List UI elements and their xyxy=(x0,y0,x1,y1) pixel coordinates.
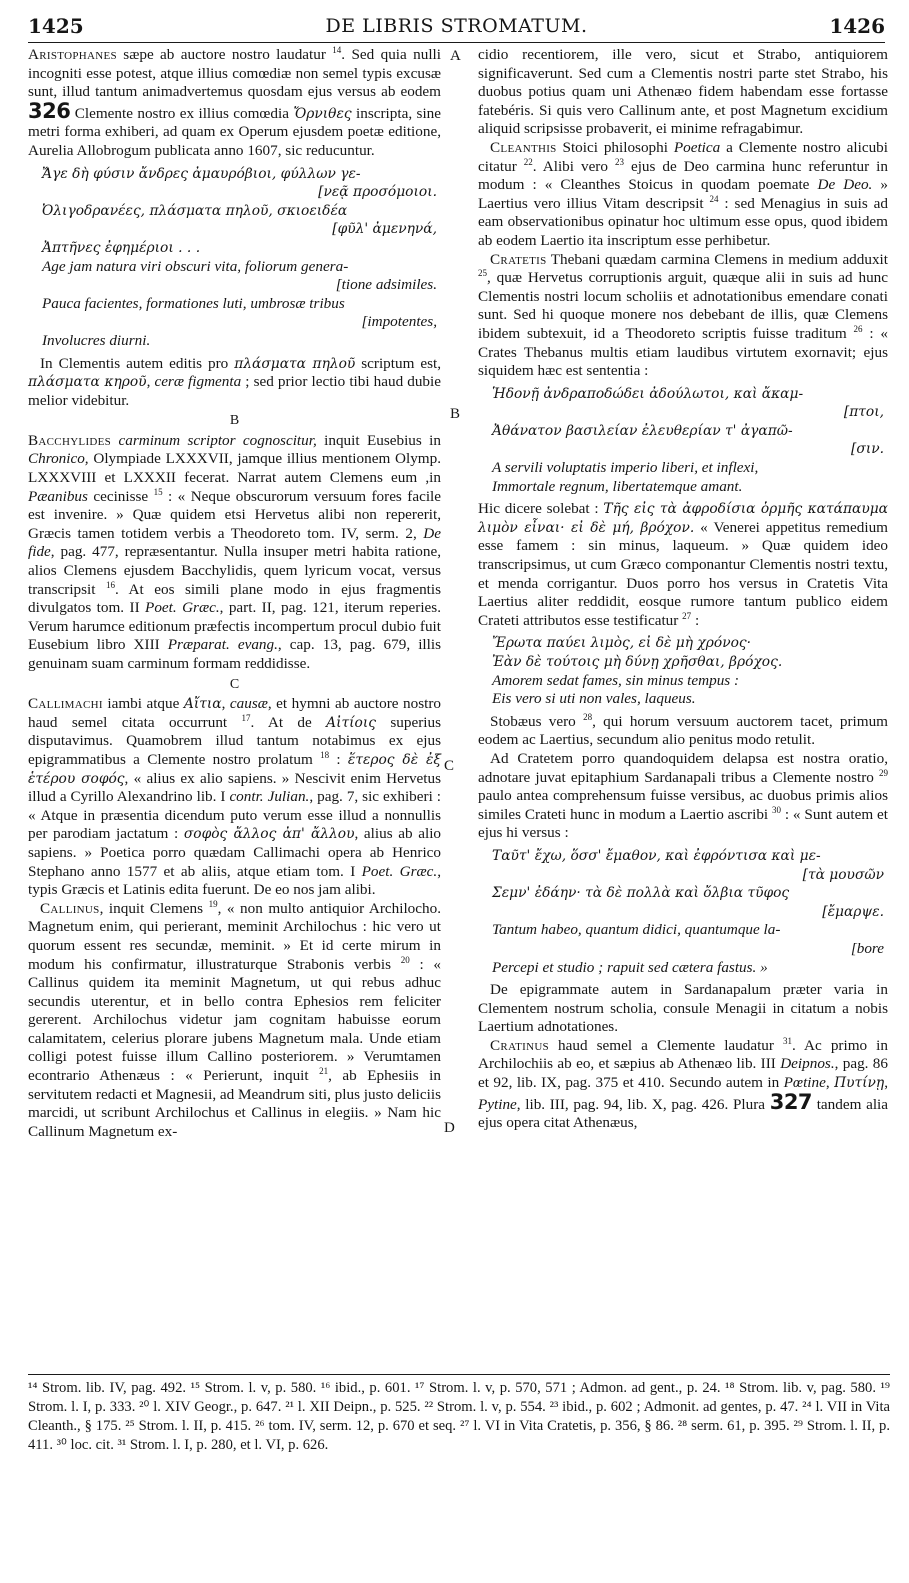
verse-eros: Ἔρωτα παύει λιμὸς, εἰ δὲ μὴ χρόνος· Ἐὰν δὲ τούτοις μὴ δύνῃ χρῆσθαι, βρόχος. Amorem sedat fames, sin minus tempus : Eis vero si uti non vales, laqueus. xyxy=(492,635,783,708)
entry-name: Callimachi xyxy=(28,695,103,713)
footnote-ref: 14 xyxy=(332,44,342,55)
footnote-ref: 27 xyxy=(682,610,692,621)
page-number-right: 1426 xyxy=(829,14,885,38)
footnote-ref: 19 xyxy=(208,898,218,909)
entry-name: Callinus xyxy=(40,899,100,917)
entry-name: Aristophanes xyxy=(28,46,117,63)
footnote-ref: 17 xyxy=(241,712,251,723)
left-column xyxy=(28,46,441,1141)
column-number-326: 326 xyxy=(28,98,71,123)
paragraph-aristophanes: Aristophanes sæpe ab auctore nostro laudatur $^{14}$. Sed quia nulli incogniti esse potest, atque illius comœdiæ non semel typis excusæ sunt, illud tantum animadvertemus quosdam ejus versus ab eodem 326 Clemente nostro ex illius comœdia Ὄρνιθες inscripta, sine metri forma exhiberi, ad quam ex Operum ejusdem poetæ editione, Aurelia Allobrogum publicata anno 1607, sic reducuntur. xyxy=(28,44,441,159)
paragraph-cleanthes: Cleanthis Stoici philosophi Poetica a Clemente nostro alicubi citatur $^{22}$. Alibi vero $^{23}$ ejus de Deo carmina hunc referuntur in modum : « Cleanthes Stoicus in quodam poemate De Deo. » Laertius vero illius Vitam descripsit $^{24}$ : sed Menagius in suis ad eam observationibus opinatur hoc ultimum esse opus, quod ibidem ab eodem Laertio ita inscriptum esse perhibetur. xyxy=(478,138,889,249)
paragraph-crates: Cratetis Thebani quædam carmina Clemens in medium adduxit $^{25}$, quæ Hervetus corruptionis arguit, quæque alii in suis ad hunc Clementis nostri locum scholiis et adnotationibus emendare conati sunt. Sed hi quoque monere nos debebant de illis, quæ Clemens ibidem subtexuit, id a Theodoreto scriptis fuisse traditum $^{26}$ : « Crates Thebanus multis etiam laudibus virtutem exornavit; ejus siquidem hæc est sententia : xyxy=(478,250,888,380)
margin-marker-c: C xyxy=(444,758,455,774)
entry-name: Cleanthis xyxy=(490,138,557,156)
verse-sardanapalus: Ταῦτ' ἔχω, ὅσσ' ἔμαθον, καὶ ἐφρόντισα καὶ με- [τὰ μουσῶν Σεμν' ἐδάην· τὰ δὲ πολλὰ καὶ ὄλβια τῦφος [ἔμαρψε. Tantum habeo, quantum didici, quantumque la- [bore Percepi et studio ; rapuit sed cætera fastus. » xyxy=(492,847,884,976)
entry-name: Cratinus xyxy=(490,1036,549,1054)
margin-marker-a: A xyxy=(450,48,461,64)
paragraph-cratinus: Cratinus haud semel a Clemente laudatur $^{31}$. Ac primo in Archilochiis ab eo, et sæpius ab Athenæo lib. III Deipnos., pag. 86 et 92, lib. IX, pag. 375 et 410. Secundo autem in Pœtine, Πυτίνῃ, Pytine, lib. III, pag. 94, lib. X, pag. 426. Plura 327 tandem alia ejus opera citat Athenæus, xyxy=(478,1035,888,1132)
footnote-ref: 25 xyxy=(478,268,487,279)
paragraph-epigram: De epigrammate autem in Sardanapalum præter varia in Clementem nostrum scholia, consule Menagii in citatum a nobis Laertium adnotationes. xyxy=(478,981,888,1036)
footnote-ref: 21 xyxy=(319,1066,329,1076)
paragraph-sardanapalus: Ad Cratetem porro quandoquidem delapsa est nostra oratio, adnotare juvat epitaphium Sardanapali tribus a Clemente nostro $^{29}$ paulo antea comprehensum fuisse versibus, ac duobus primis alios similes Crateti hunc in modum a Laertio ascribi $^{30}$ : « Sunt autem et ejus hi versus : xyxy=(478,749,888,842)
margin-marker-d: D xyxy=(444,1120,455,1136)
margin-marker-b: B xyxy=(450,406,461,422)
section-heading-c: C xyxy=(229,676,240,692)
footnote-ref: 24 xyxy=(709,193,719,204)
column-number-327: 327 xyxy=(769,1089,813,1114)
footnote-ref: 23 xyxy=(614,156,624,167)
footnote-ref: 16 xyxy=(106,579,116,590)
paragraph-bacchylides: Bacchylides carminum scriptor cognoscitur, inquit Eusebius in Chronico, Olympiade LXXXVII, jamque illius mentionem Olymp. LXXXVIII et LXXXII fecerat. Narrat autem Clemens eum ,in Pæanibus cecinisse $^{15}$ : « Neque obscurorum versuum fores facile est invenire. » Quæ quidem etsi Hervetus alibi non repererit, Græcis tamen totidem verbis a Theodoreto tom. IV, serm. 2, De fide, pag. 477, repræsentantur. Nulla insuper metri habita ratione, alios Clemens ejusdem Bacchylidis, quem lyricum vocat, versus transcripsit $^{16}$. At eos simili plane modo in ejus fragmentis divulgatos tom. II Poet. Græc., part. II, pag. 121, iterum reperies. Verum harumce editionum præfectis incompertum procul dubio fuit Eusebium libro XIII Præparat. evang., cap. 13, pag. 679, illis genuinam suam carminum formam reddidisse. xyxy=(28,431,442,672)
paragraph-clementis-editis: In Clementis autem editis pro πλάσματα πηλοῦ scriptum est, πλάσματα κηροῦ, ceræ figmenta ; sed prior lectio tibi haud dubie melior videbitur. xyxy=(28,354,442,409)
footnote-ref: 26 xyxy=(853,323,863,334)
section-heading-b: B xyxy=(229,413,240,429)
right-column xyxy=(478,46,888,1133)
page-title: DE LIBRIS STROMATUM. xyxy=(325,15,588,37)
paragraph-hic-dicere: Hic dicere solebat : Τῆς εἰς τὰ ἀφροδίσια ὁρμῆς κατάπαυμα λιμὸν εἶναι· εἰ δὲ μή, βρόχον. « Venerei appetitus remedium esse famem : sin minus, laqueum. » Quæ quidem ideo transcripsimus, ut cum Græco componantur Clementis nostri textu, et menda corrigantur. Duos porro hos versus in Cratetis Vita Laertius aliter reddidit, eosque rumore tantum publico eidem Crateti attributos esse testificatur $^{27}$ : xyxy=(478,500,888,629)
paragraph-callinus: Callinus, inquit Clemens $^{19}$, « non multo antiquior Archilocho. Magnetum enim, qui perierant, meminit Archilochus : hic vero ut quorum essent res secundæ, meminit. » Et id certe mirum in modum his confirmatur, illustraturque Strabonis verbis $^{20}$ : « Callinus quidem ita meminit Magnetum, ut qui rebus adhuc secundis uterentur, et in bello contra Ephesios rem feliciter gererent. Archilochus videtur jam cognitam habuisse eorum calamitatem, celerius plorare jubens Magnetum mala. Unde etiam colligi potest fuisse illum Callino posteriorem. » Verumtamen econtrario Athenæus : « Perierunt, inquit $^{21}$, ab Ephesiis in servitutem redacti et Magnesii, ad Meandrum siti, plus justo deliciis marcidi, ut scribunt Archilochus et Callinus in elegiis. » Nam hic Callinum Magnetum ex- xyxy=(28,898,441,1140)
running-head xyxy=(28,12,885,43)
page-number-left: 1425 xyxy=(28,14,84,38)
footnote-ref: 28 xyxy=(583,711,593,722)
footnote-ref: 18 xyxy=(320,749,330,760)
footnote-ref: 22 xyxy=(523,156,533,167)
paragraph-stobaeus: Stobæus vero $^{28}$, qui horum versuum auctorem tacet, primum eodem ac Laertius, secundum alio penitus modo retulit. xyxy=(478,711,888,749)
footnote-ref: 20 xyxy=(400,954,410,965)
verse-crates: Ἡδονῇ ἀνδραποδώδει ἀδούλωτοι, καὶ ἄκαμ- [πτοι, Ἀθάνατον βασιλείαν ἐλευθερίαν τ' ἀγαπῶ- [σιν. A servili voluptatis imperio liberi, et inflexi, Immortale regnum, libertatemque amant. xyxy=(492,385,884,495)
footnote-ref: 30 xyxy=(772,804,781,815)
footnotes xyxy=(28,1374,890,1455)
paragraph-continuation: cidio recentiorem, ille vero, sicut et Strabo, antiquiorem significaverunt. Sed cum a Clementis nostri parte stet Strabo, his duobus potius quam uni Athenæo fidem habendam esse fortasse fatebéris. Si quis vero Callinum ante, et post Magnetum excidium aliquid scripsisse probaverit, ei minime refragabimur. xyxy=(478,46,888,138)
entry-name: Cratetis xyxy=(490,250,547,268)
footnote-ref: 29 xyxy=(879,767,888,778)
paragraph-callimachus: Callimachi iambi atque Αἴτια, causæ, et hymni ab auctore nostro haud semel citata occurrunt $^{17}$. At de Αἰτίοις superius disputavimus. Quamobrem illud tantum notabimus ex ejus epigrammatibus a Clemente nostro prolatum $^{18}$ : ἕτερος δὲ ἐξ ἑτέρου σοφός, « alius ex alio sapiens. » Nescivit enim Hervetus illud a Cyrillo Alexandrino lib. I contr. Julian., pag. 7, sic exhiberi : « Atque in præsentia dicendum puto verum esse illud a nonnullis per parodiam jactatum : σοφὸς ἄλλος ἀπ' ἄλλου, alius ab alio sapiens. » Poetica porro quædam Callimachi opera ab Henrico Stephano anno 1577 et ab aliis, atque etiam tom. I Poet. Græc., typis Græcis et Latinis edita fuerunt. De eo nos jam alibi. xyxy=(28,695,442,899)
footnotes-text: ¹⁴ Strom. lib. IV, pag. 492. ¹⁵ Strom. l. v, p. 580. ¹⁶ ibid., p. 601. ¹⁷ Strom. l. v, p. 570, 571 ; Admon. ad gent., p. 24. ¹⁸ Strom. lib. v, pag. 580. ¹⁹ Strom. l. I, p. 333. ²⁰ l. XIV Geogr., p. 647. ²¹ l. XII Deipn., p. 525. ²² Strom. l. v, p. 554. ²³ ibid., p. 602 ; Admonit. ad gentes, p. 47. ²⁴ l. VII in Vita Cleanth., § 175. ²⁵ Strom. l. II, p. 415. ²⁶ tom. IV, serm. 12, p. 670 et seq. ²⁷ l. VI in Vita Cratetis, p. 356, § 86. ²⁸ serm. 61, p. 395. ²⁹ Strom. l. II, p. 411. ³⁰ loc. cit. ³¹ Strom. l. I, p. 280, et l. VI, p. 626. xyxy=(28,1380,890,1453)
footnote-ref: 31 xyxy=(783,1035,793,1046)
verse-aristophanes: Ἄγε δὴ φύσιν ἄνδρες ἀμαυρόβιοι, φύλλων γε- [νεᾷ προσόμοιοι. Ὀλιγοδρανέες, πλάσματα πηλοῦ, σκιοειδέα [φῦλ' ἀμενηνά, Ἀπτῆνες ἐφημέριοι . . . Age jam natura viri obscuri vita, foliorum genera- [tione adsimiles. Pauca facientes, formationes luti, umbrosæ tribus [impotentes, Involucres diurni. xyxy=(42,165,437,349)
footnote-ref: 15 xyxy=(153,486,163,497)
entry-name: Bacchylides xyxy=(28,431,112,449)
